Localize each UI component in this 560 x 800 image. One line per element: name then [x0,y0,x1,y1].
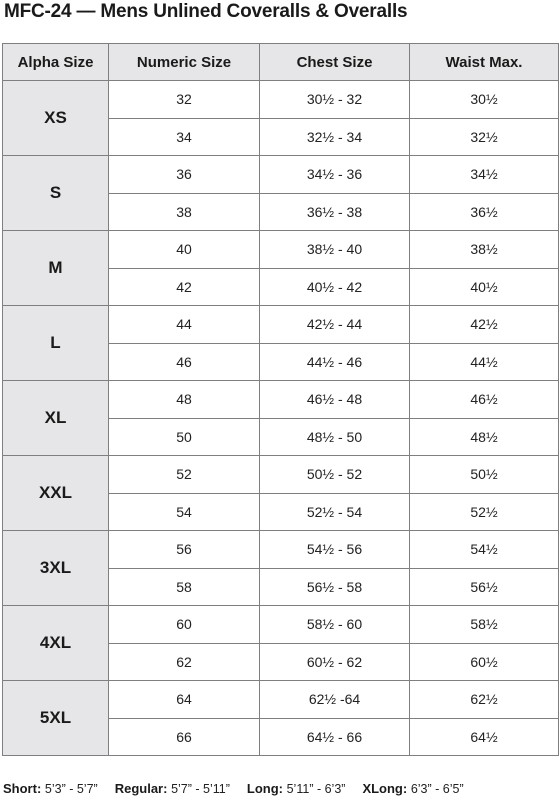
column-header-chest-size: Chest Size [260,44,410,81]
inseam-label: Long: [246,781,283,796]
waist-max-cell: 32½ [410,118,559,156]
table-row [3,681,559,719]
chest-size-cell: 56½ - 58 [260,568,410,606]
inseam-range: 5’11” - 6’3” [286,782,346,796]
numeric-size-cell: 40 [109,231,260,269]
inseam-label: XLong: [362,781,408,796]
waist-max-cell: 40½ [410,268,559,306]
chest-size-cell: 34½ - 36 [260,156,410,194]
chest-size-cell: 60½ - 62 [260,643,410,681]
numeric-size-cell: 46 [109,343,260,381]
inseam-legend-item [362,780,463,798]
inseam-range: 6’3” - 6’5” [410,782,464,796]
table-row [3,381,559,419]
size-chart-table [2,43,559,756]
waist-max-cell: 38½ [410,231,559,269]
inseam-legend-item [3,780,98,798]
numeric-size-cell: 62 [109,643,260,681]
waist-max-cell: 62½ [410,681,559,719]
waist-max-cell: 50½ [410,456,559,494]
numeric-size-cell: 56 [109,531,260,569]
chest-size-cell: 52½ - 54 [260,493,410,531]
table-row [3,156,559,194]
column-header-waist-max: Waist Max. [410,44,559,81]
alpha-size-cell: XXL [3,456,109,531]
chest-size-cell: 40½ - 42 [260,268,410,306]
numeric-size-cell: 44 [109,306,260,344]
waist-max-cell: 44½ [410,343,559,381]
table-row [3,231,559,269]
numeric-size-cell: 36 [109,156,260,194]
numeric-size-cell: 38 [109,193,260,231]
inseam-legend [3,780,481,798]
table-body [3,81,559,756]
alpha-size-cell: S [3,156,109,231]
inseam-legend-item [115,780,230,798]
alpha-size-cell: 5XL [3,681,109,756]
waist-max-cell: 52½ [410,493,559,531]
alpha-size-cell: XS [3,81,109,156]
waist-max-cell: 34½ [410,156,559,194]
numeric-size-cell: 54 [109,493,260,531]
waist-max-cell: 60½ [410,643,559,681]
numeric-size-cell: 58 [109,568,260,606]
chest-size-cell: 50½ - 52 [260,456,410,494]
alpha-size-cell: 4XL [3,606,109,681]
chest-size-cell: 46½ - 48 [260,381,410,419]
numeric-size-cell: 50 [109,418,260,456]
chest-size-cell: 38½ - 40 [260,231,410,269]
inseam-range: 5’3” - 5’7” [44,782,98,796]
waist-max-cell: 30½ [410,81,559,119]
inseam-legend-item [247,780,346,798]
table-row [3,606,559,644]
chest-size-cell: 42½ - 44 [260,306,410,344]
numeric-size-cell: 32 [109,81,260,119]
column-header-alpha-size: Alpha Size [3,44,109,81]
waist-max-cell: 48½ [410,418,559,456]
inseam-label: Regular: [114,781,168,796]
chest-size-cell: 36½ - 38 [260,193,410,231]
chest-size-cell: 30½ - 32 [260,81,410,119]
alpha-size-cell: M [3,231,109,306]
inseam-range: 5’7” - 5’11” [171,782,230,796]
numeric-size-cell: 52 [109,456,260,494]
waist-max-cell: 56½ [410,568,559,606]
table-header-row [3,44,559,81]
chest-size-cell: 58½ - 60 [260,606,410,644]
inseam-label: Short: [3,781,42,796]
chest-size-cell: 64½ - 66 [260,718,410,756]
waist-max-cell: 58½ [410,606,559,644]
numeric-size-cell: 64 [109,681,260,719]
chest-size-cell: 32½ - 34 [260,118,410,156]
alpha-size-cell: L [3,306,109,381]
table-row [3,306,559,344]
numeric-size-cell: 48 [109,381,260,419]
numeric-size-cell: 34 [109,118,260,156]
waist-max-cell: 64½ [410,718,559,756]
chest-size-cell: 44½ - 46 [260,343,410,381]
numeric-size-cell: 42 [109,268,260,306]
column-header-numeric-size: Numeric Size [109,44,260,81]
waist-max-cell: 54½ [410,531,559,569]
numeric-size-cell: 60 [109,606,260,644]
waist-max-cell: 36½ [410,193,559,231]
alpha-size-cell: 3XL [3,531,109,606]
table-row [3,531,559,569]
waist-max-cell: 42½ [410,306,559,344]
table-row [3,456,559,494]
chest-size-cell: 48½ - 50 [260,418,410,456]
table-row [3,81,559,119]
alpha-size-cell: XL [3,381,109,456]
chest-size-cell: 62½ -64 [260,681,410,719]
chest-size-cell: 54½ - 56 [260,531,410,569]
numeric-size-cell: 66 [109,718,260,756]
page-title: MFC-24 — Mens Unlined Coveralls & Overalls [4,1,408,22]
waist-max-cell: 46½ [410,381,559,419]
